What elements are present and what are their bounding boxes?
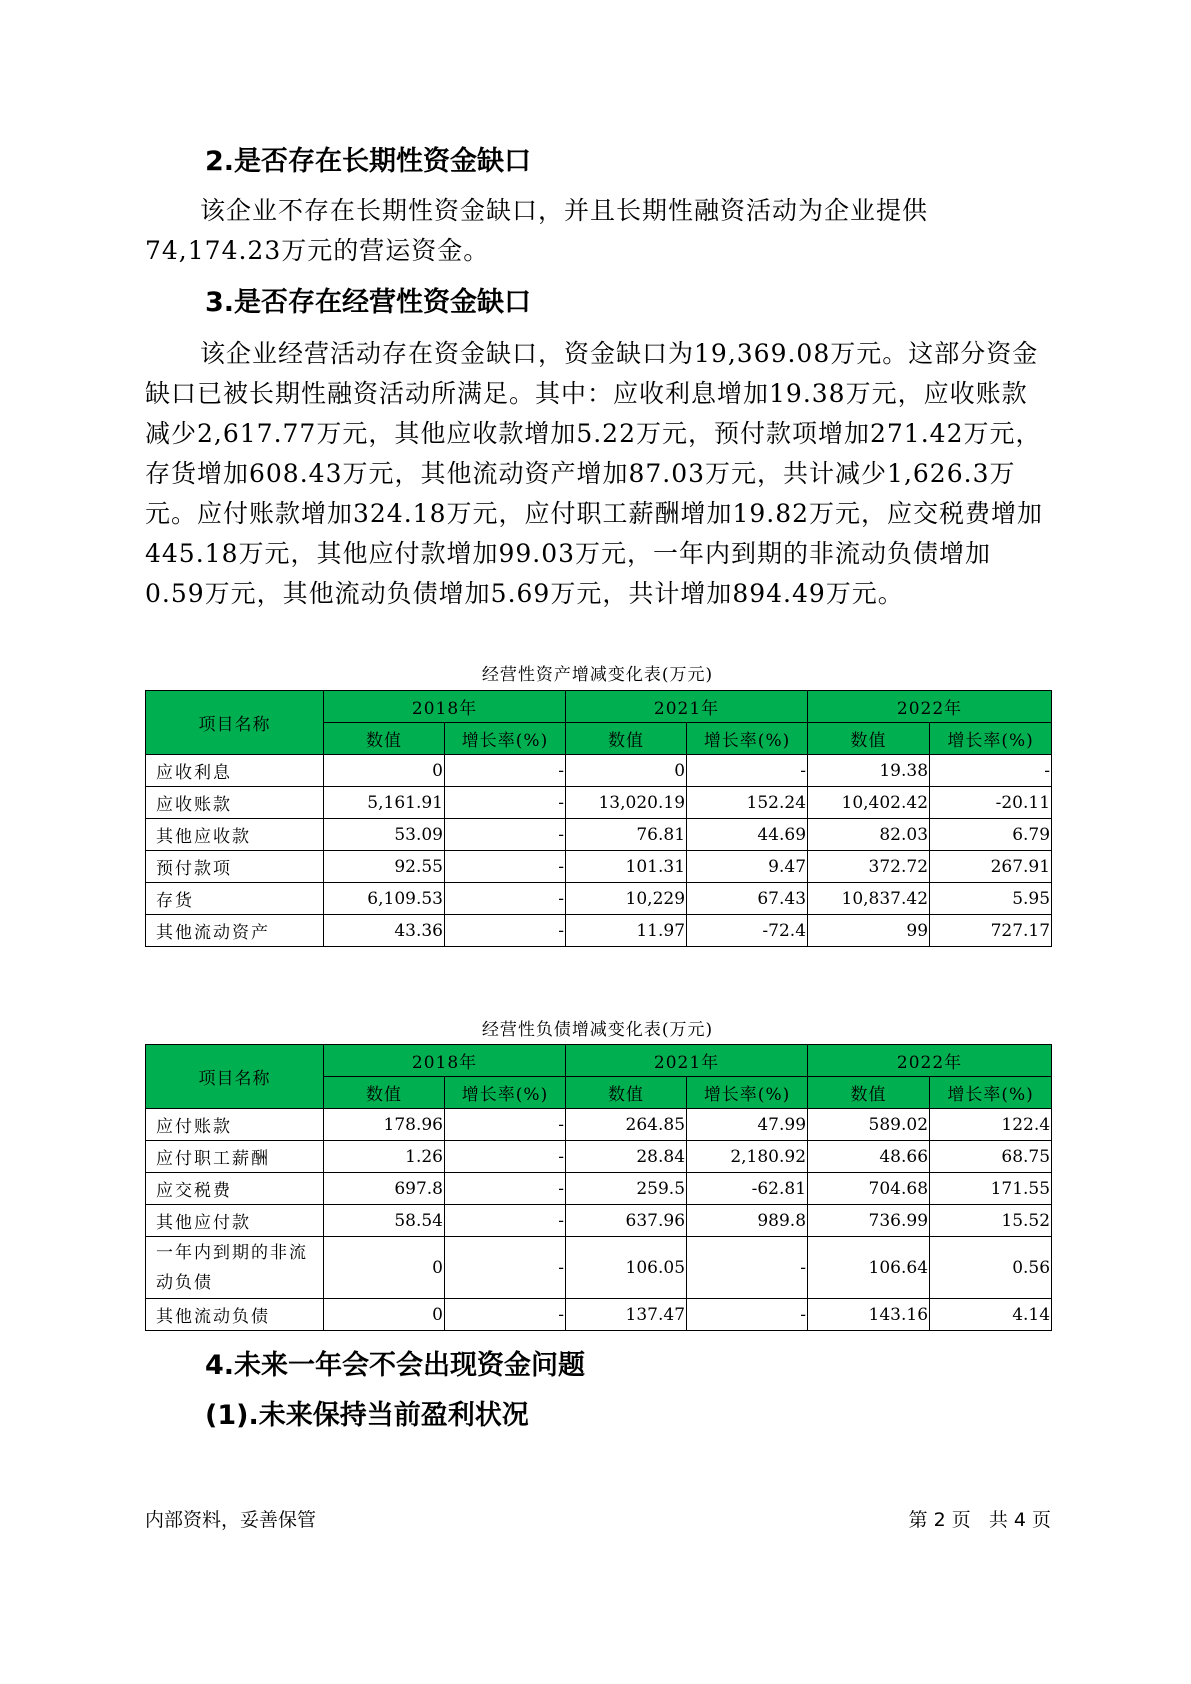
row-name: 其他流动负债 bbox=[146, 1299, 324, 1331]
table-row bbox=[146, 1205, 1052, 1237]
header-year: 2022年 bbox=[808, 691, 1052, 723]
cell: 106.05 bbox=[566, 1237, 687, 1299]
footer-note: 内部资料，妥善保管 bbox=[145, 1509, 317, 1531]
header-growth: 增长率(%) bbox=[687, 1077, 808, 1109]
cell: 13,020.19 bbox=[566, 787, 687, 819]
cell: 53.09 bbox=[324, 819, 445, 851]
cell: - bbox=[687, 755, 808, 787]
cell: -62.81 bbox=[687, 1173, 808, 1205]
cell: 101.31 bbox=[566, 851, 687, 883]
table-row bbox=[146, 1299, 1052, 1331]
cell: 1.26 bbox=[324, 1141, 445, 1173]
row-name: 应交税费 bbox=[146, 1173, 324, 1205]
row-name: 应付职工薪酬 bbox=[146, 1141, 324, 1173]
cell: 44.69 bbox=[687, 819, 808, 851]
cell: 5.95 bbox=[930, 883, 1052, 915]
section-2-heading: 2.是否存在长期性资金缺口 bbox=[205, 146, 532, 177]
header-year: 2021年 bbox=[566, 691, 808, 723]
cell: 697.8 bbox=[324, 1173, 445, 1205]
section-3-paragraph: 该企业经营活动存在资金缺口，资金缺口为19,369.08万元。这部分资金缺口已被长期性融资活动所满足。其中：应收利息增加19.38万元，应收账款减少2,617.77万元，其他应收款增加5.22万元，预付款项增加271.42万元，存货增加608.43万元，其他流动资产增加87.03万元，共计减少1,626.3万元。应付账款增加324.18万元，应付职工薪酬增加19.82万元，应交税费增加445.18万元，其他应付款增加99.03万元，一年内到期的非流动负债增加0.59万元，其他流动负债增加5.69万元，共计增加894.49万元。 bbox=[145, 339, 1044, 608]
cell: 47.99 bbox=[687, 1109, 808, 1141]
row-name: 应付账款 bbox=[146, 1109, 324, 1141]
cell: 10,402.42 bbox=[808, 787, 930, 819]
liabilities-table bbox=[145, 1044, 1052, 1331]
cell: 58.54 bbox=[324, 1205, 445, 1237]
header-value: 数值 bbox=[324, 1077, 445, 1109]
row-name: 应收账款 bbox=[146, 787, 324, 819]
cell: 143.16 bbox=[808, 1299, 930, 1331]
cell: 264.85 bbox=[566, 1109, 687, 1141]
row-name: 其他流动资产 bbox=[146, 915, 324, 947]
cell: 68.75 bbox=[930, 1141, 1052, 1173]
cell: 82.03 bbox=[808, 819, 930, 851]
header-value: 数值 bbox=[566, 1077, 687, 1109]
cell: 28.84 bbox=[566, 1141, 687, 1173]
cell: - bbox=[687, 1299, 808, 1331]
table-row bbox=[146, 1109, 1052, 1141]
table-row bbox=[146, 755, 1052, 787]
cell: - bbox=[687, 1237, 808, 1299]
cell: - bbox=[445, 1299, 566, 1331]
cell: - bbox=[445, 1109, 566, 1141]
table-row bbox=[146, 851, 1052, 883]
table-row bbox=[146, 883, 1052, 915]
table-row bbox=[146, 787, 1052, 819]
cell: 9.47 bbox=[687, 851, 808, 883]
cell: - bbox=[930, 755, 1052, 787]
header-year: 2022年 bbox=[808, 1045, 1052, 1077]
liabilities-table-caption: 经营性负债增减变化表(万元) bbox=[481, 1020, 714, 1040]
cell: 989.8 bbox=[687, 1205, 808, 1237]
cell: 48.66 bbox=[808, 1141, 930, 1173]
cell: 4.14 bbox=[930, 1299, 1052, 1331]
cell: 122.4 bbox=[930, 1109, 1052, 1141]
cell: 171.55 bbox=[930, 1173, 1052, 1205]
cell: - bbox=[445, 1205, 566, 1237]
cell: 0 bbox=[324, 755, 445, 787]
header-value: 数值 bbox=[324, 723, 445, 755]
row-name: 预付款项 bbox=[146, 851, 324, 883]
cell: 10,229 bbox=[566, 883, 687, 915]
header-growth: 增长率(%) bbox=[445, 723, 566, 755]
cell: - bbox=[445, 915, 566, 947]
cell: - bbox=[445, 1237, 566, 1299]
cell: 6,109.53 bbox=[324, 883, 445, 915]
cell: 137.47 bbox=[566, 1299, 687, 1331]
assets-table bbox=[145, 690, 1052, 947]
header-growth: 增长率(%) bbox=[445, 1077, 566, 1109]
cell: 6.79 bbox=[930, 819, 1052, 851]
cell: 0 bbox=[324, 1237, 445, 1299]
header-year: 2021年 bbox=[566, 1045, 808, 1077]
cell: 11.97 bbox=[566, 915, 687, 947]
cell: 259.5 bbox=[566, 1173, 687, 1205]
cell: - bbox=[445, 883, 566, 915]
row-name: 应收利息 bbox=[146, 755, 324, 787]
header-growth: 增长率(%) bbox=[930, 1077, 1052, 1109]
cell: 267.91 bbox=[930, 851, 1052, 883]
cell: 106.64 bbox=[808, 1237, 930, 1299]
cell: 10,837.42 bbox=[808, 883, 930, 915]
cell: 704.68 bbox=[808, 1173, 930, 1205]
section-2-paragraph: 该企业不存在长期性资金缺口，并且长期性融资活动为企业提供74,174.23万元的营运资金。 bbox=[145, 196, 929, 265]
header-item-name: 项目名称 bbox=[146, 1045, 324, 1109]
row-name: 一年内到期的非流动负债 bbox=[146, 1237, 324, 1299]
table-row bbox=[146, 819, 1052, 851]
page-number: 第 2 页 共 4 页 bbox=[908, 1509, 1051, 1531]
assets-table-caption: 经营性资产增减变化表(万元) bbox=[481, 665, 714, 685]
cell: 19.38 bbox=[808, 755, 930, 787]
cell: 736.99 bbox=[808, 1205, 930, 1237]
cell: 0 bbox=[324, 1299, 445, 1331]
header-growth: 增长率(%) bbox=[930, 723, 1052, 755]
cell: 637.96 bbox=[566, 1205, 687, 1237]
section-4-heading: 4.未来一年会不会出现资金问题 bbox=[205, 1350, 586, 1381]
cell: 15.52 bbox=[930, 1205, 1052, 1237]
row-name: 其他应付款 bbox=[146, 1205, 324, 1237]
cell: 5,161.91 bbox=[324, 787, 445, 819]
cell: 2,180.92 bbox=[687, 1141, 808, 1173]
cell: 76.81 bbox=[566, 819, 687, 851]
cell: 727.17 bbox=[930, 915, 1052, 947]
cell: 43.36 bbox=[324, 915, 445, 947]
cell: -20.11 bbox=[930, 787, 1052, 819]
cell: 99 bbox=[808, 915, 930, 947]
table-row bbox=[146, 1237, 1052, 1299]
section-4-subheading: (1).未来保持当前盈利状况 bbox=[205, 1400, 529, 1431]
cell: 372.72 bbox=[808, 851, 930, 883]
cell: 0.56 bbox=[930, 1237, 1052, 1299]
header-value: 数值 bbox=[566, 723, 687, 755]
cell: 67.43 bbox=[687, 883, 808, 915]
section-3-heading: 3.是否存在经营性资金缺口 bbox=[205, 287, 532, 318]
table-row bbox=[146, 915, 1052, 947]
header-year: 2018年 bbox=[324, 691, 566, 723]
header-year: 2018年 bbox=[324, 1045, 566, 1077]
header-value: 数值 bbox=[808, 1077, 930, 1109]
cell: - bbox=[445, 819, 566, 851]
table-row bbox=[146, 1173, 1052, 1205]
cell: - bbox=[445, 787, 566, 819]
header-growth: 增长率(%) bbox=[687, 723, 808, 755]
cell: 152.24 bbox=[687, 787, 808, 819]
table-header-row bbox=[146, 691, 1052, 723]
cell: 178.96 bbox=[324, 1109, 445, 1141]
cell: 589.02 bbox=[808, 1109, 930, 1141]
cell: - bbox=[445, 1141, 566, 1173]
cell: 92.55 bbox=[324, 851, 445, 883]
cell: -72.4 bbox=[687, 915, 808, 947]
table-row bbox=[146, 1141, 1052, 1173]
cell: - bbox=[445, 755, 566, 787]
row-name: 其他应收款 bbox=[146, 819, 324, 851]
table-header-row bbox=[146, 1045, 1052, 1077]
header-value: 数值 bbox=[808, 723, 930, 755]
cell: - bbox=[445, 851, 566, 883]
cell: - bbox=[445, 1173, 566, 1205]
cell: 0 bbox=[566, 755, 687, 787]
header-item-name: 项目名称 bbox=[146, 691, 324, 755]
row-name: 存货 bbox=[146, 883, 324, 915]
